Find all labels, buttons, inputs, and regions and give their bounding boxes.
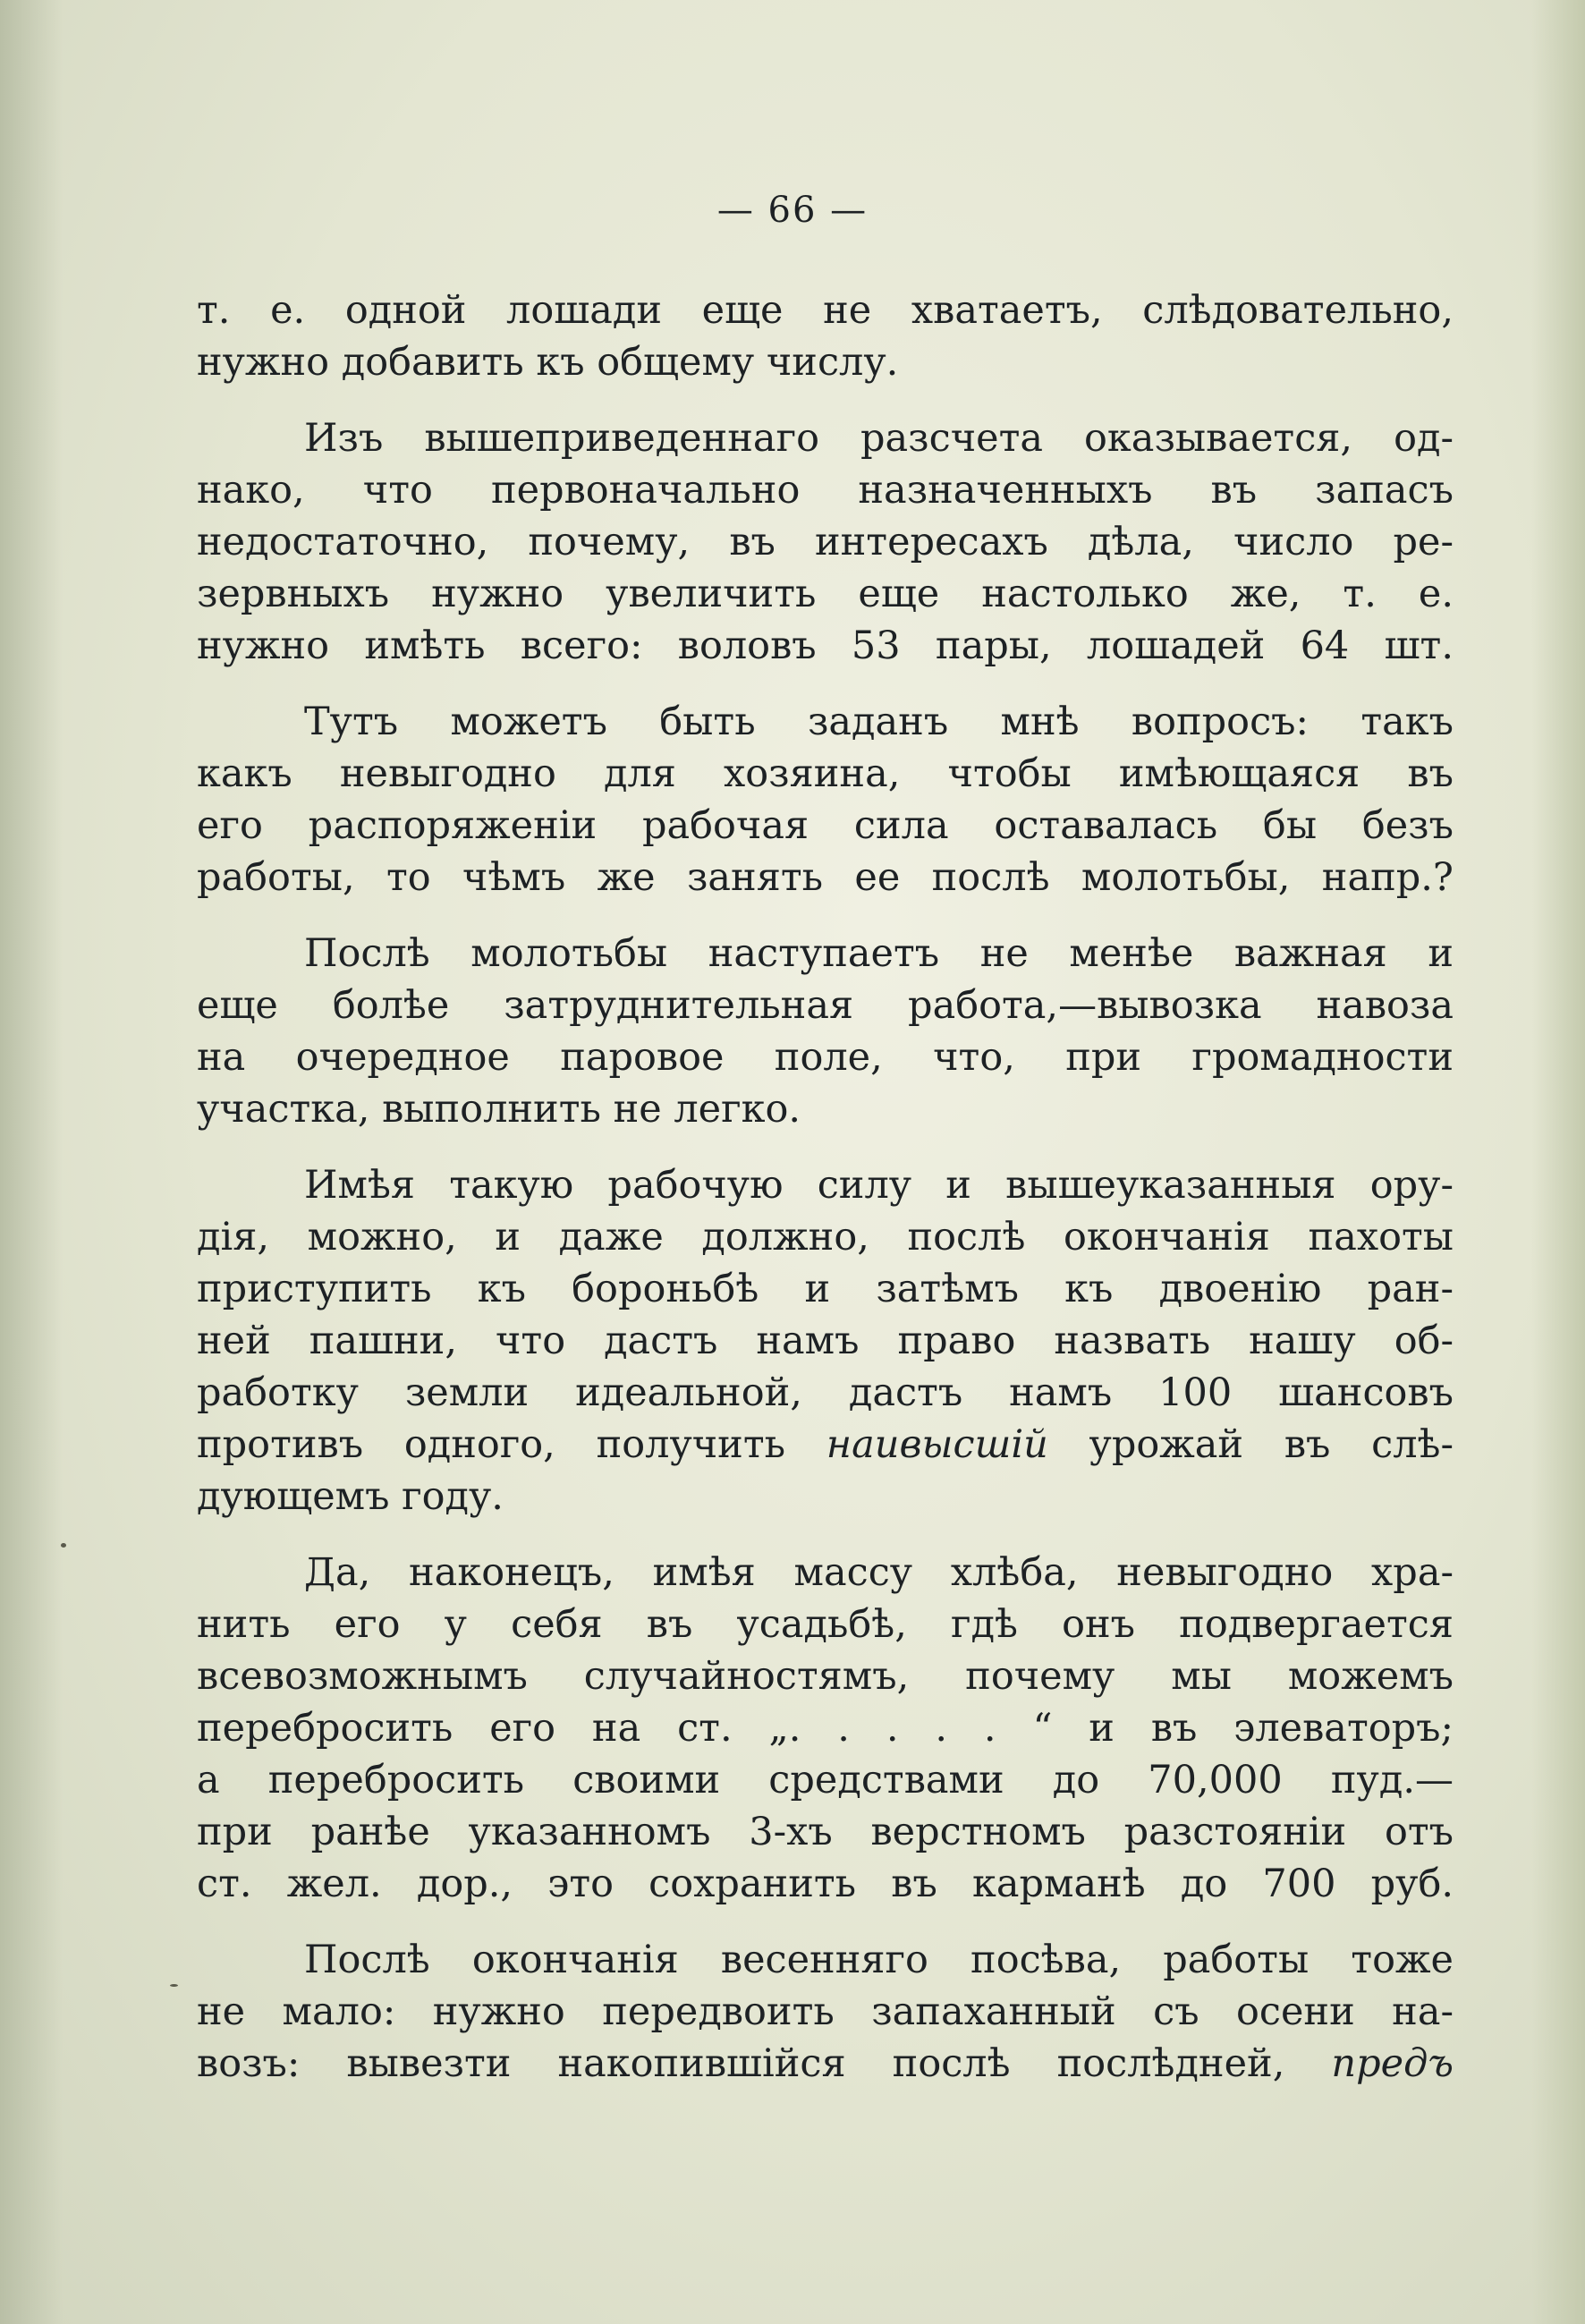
text-line-with-emphasis [197,2038,1454,2090]
text-line: ней пашни, что дастъ намъ право назвать нашу об- [197,1319,1454,1363]
text-line: Послѣ молотьбы наступаетъ не менѣе важная и [304,931,1454,976]
text-line: перебросить его на ст. „. . . . . “ и въ элеваторъ; [197,1706,1454,1751]
paragraph-3 [197,696,1454,903]
text-line: а перебросить своими средствами до 70,000 пуд.— [197,1758,1454,1802]
text-line: нако, что первоначально назначенныхъ въ запасъ [197,468,1454,513]
paragraph-1 [197,284,1454,388]
text-line: Изъ вышеприведеннаго разсчета оказывается, од- [304,416,1454,461]
text-segment: урожай въ слѣ- [1047,1422,1454,1467]
text-line: его распоряженіи рабочая сила оставалась бы безъ [197,803,1454,848]
paragraph-4 [197,928,1454,1135]
page-shadow-left [0,0,63,2324]
page-number: — 66 — [716,190,869,231]
text-line: при ранѣе указанномъ 3-хъ верстномъ разстояніи отъ [197,1810,1454,1854]
paragraph-7 [197,1934,1454,2090]
text-line: дія, можно, и даже должно, послѣ окончанія пахоты [197,1215,1454,1260]
text-line: не мало: нужно передвоить запаханный съ осени на- [197,1989,1454,2034]
page-shadow-right [1531,0,1585,2324]
text-line: Тутъ можетъ быть заданъ мнѣ вопросъ: такъ [304,700,1454,744]
text-line: Имѣя такую рабочую силу и вышеуказанныя ору- [304,1163,1454,1208]
text-line: работку земли идеальной, дастъ намъ 100 шансовъ [197,1370,1454,1415]
text-line: всевозможнымъ случайностямъ, почему мы можемъ [197,1654,1454,1699]
text-line: нужно добавить къ общему числу. [197,340,899,385]
emphasized-word: наивысшій [826,1422,1048,1467]
text-line: какъ невыгодно для хозяина, чтобы имѣющаяся въ [197,751,1454,796]
text-line: недостаточно, почему, въ интересахъ дѣла, число ре- [197,520,1454,564]
text-line: работы, то чѣмъ же занять ее послѣ молотьбы, напр.? [197,855,1454,900]
text-line: дующемъ году. [197,1474,504,1519]
body-text [197,284,1454,2114]
paper-speck [170,1984,178,1987]
text-line: ст. жел. дор., это сохранить въ карманѣ до 700 руб. [197,1862,1454,1906]
emphasized-word: предъ [1331,2041,1454,2086]
text-line: т. е. одной лошади еще не хватаетъ, слѣдовательно, [197,288,1454,333]
paragraph-5 [197,1159,1454,1522]
text-line-with-emphasis [197,1419,1454,1471]
text-line: еще болѣе затруднительная работа,—вывозка навоза [197,983,1454,1028]
text-line: нить его у себя въ усадьбѣ, гдѣ онъ подвергается [197,1602,1454,1647]
text-line: нужно имѣть всего: воловъ 53 пары, лошадей 64 шт. [197,623,1454,668]
text-line: приступить къ бороньбѣ и затѣмъ къ двоенію ран- [197,1267,1454,1311]
text-line: зервныхъ нужно увеличить еще настолько же, т. е. [197,572,1454,616]
text-line: Да, наконецъ, имѣя массу хлѣба, невыгодно хра- [304,1550,1454,1595]
paragraph-6 [197,1547,1454,1910]
paragraph-2 [197,412,1454,672]
text-segment: противъ одного, получить [197,1422,826,1467]
text-segment: возъ: вывезти накопившійся послѣ послѣдней, [197,2041,1332,2086]
text-line: на очередное паровое поле, что, при громадности [197,1035,1454,1080]
text-line: Послѣ окончанія весенняго посѣва, работы тоже [304,1938,1454,1982]
text-line: участка, выполнить не легко. [197,1087,801,1132]
paper-speck [61,1543,66,1548]
